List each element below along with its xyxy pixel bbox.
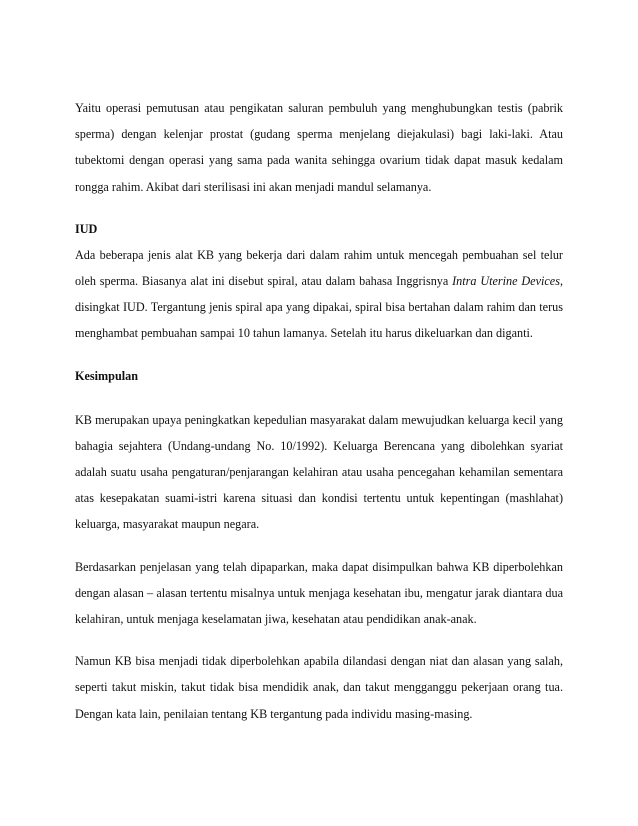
iud-text-after: , disingkat IUD. Tergantung jenis spiral apa yang dipakai, spiral bisa bertahan dalam rahim dan terus menghambat pembuahan sampai 10 tahun lamanya. Setelah itu harus dikeluarkan dan diganti.: [75, 274, 563, 341]
spacer: [75, 389, 563, 407]
iud-heading: IUD: [75, 221, 98, 236]
iud-paragraph: [75, 242, 563, 347]
iud-text-before: Ada beberapa jenis alat KB yang bekerja dari dalam rahim untuk mencegah pembuahan sel telur oleh sperma. Biasanya alat ini disebut spiral, atau dalam bahasa Inggrisnya: [75, 247, 563, 289]
spacer: [75, 200, 563, 216]
spacer: [75, 538, 563, 554]
kesimpulan-heading: Kesimpulan: [75, 368, 138, 383]
vasektomi-paragraph: Yaitu operasi pemutusan atau pengikatan saluran pembuluh yang menghubungkan testis (pabrik sperma) dengan kelenjar prostat (gudang sperma menjelang diejakulasi) bagi laki-laki. Atau tubektomi dengan operasi yang sama pada wanita sehingga ovarium tidak dapat masuk kedalam rongga rahim. Akibat dari sterilisasi ini akan menjadi mandul selamanya.: [75, 101, 563, 194]
iud-italic-term: Intra Uterine Devices: [452, 274, 560, 289]
kesimpulan-paragraph-2: Berdasarkan penjelasan yang telah dipaparkan, maka dapat disimpulkan bahwa KB diperbolehkan dengan alasan – alasan tertentu misalnya untuk menjaga kesehatan ibu, mengatur jarak diantara dua kelahiran, untuk menjaga keselamatan jiwa, kesehatan atau pendidikan anak-anak.: [75, 559, 563, 627]
kesimpulan-paragraph-1: KB merupakan upaya peningkatkan kepedulian masyarakat dalam mewujudkan keluarga kecil yang bahagia sejahtera (Undang-undang No. 10/1992). Keluarga Berencana yang dibolehkan syariat adalah suatu usaha pengaturan/penjarangan kelahiran atau usaha pencegahan kehamilan sementara atas kesepakatan suami-istri karena situasi dan kondisi tertentu untuk kepentingan (mashlahat) keluarga, masyarakat maupun negara.: [75, 412, 563, 532]
spacer: [75, 632, 563, 648]
kesimpulan-paragraph-3: Namun KB bisa menjadi tidak diperbolehkan apabila dilandasi dengan niat dan alasan yang salah, seperti takut miskin, takut tidak bisa mendidik anak, dan takut mengganggu pekerjaan orang tua. Dengan kata lain, penilaian tentang KB tergantung pada individu masing-masing.: [75, 654, 563, 721]
document-page: [75, 95, 563, 727]
spacer: [75, 347, 563, 363]
